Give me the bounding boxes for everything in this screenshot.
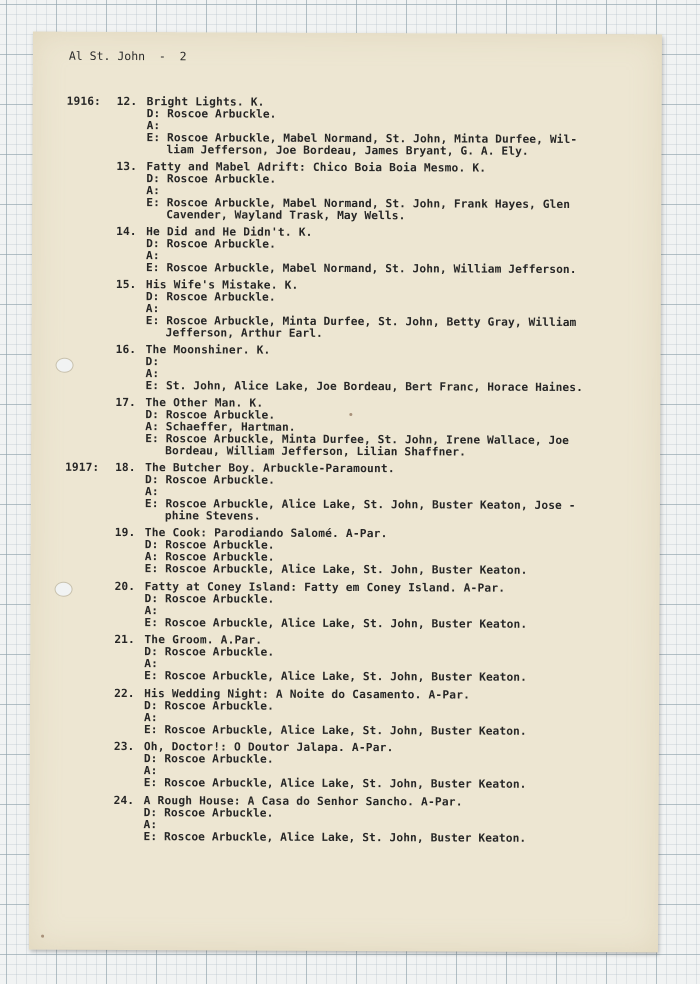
credit-line: D: xyxy=(145,355,160,369)
credit-line: A: xyxy=(145,367,160,381)
film-title: The Cook: Parodiando Salomé. A-Par. xyxy=(144,526,388,541)
film-title: The Butcher Boy. Arbuckle-Paramount. xyxy=(145,461,395,476)
credit-line: Cavender, Wayland Trask, May Wells. xyxy=(166,208,406,223)
film-title: Oh, Doctor!: O Doutor Jalapa. A-Par. xyxy=(143,740,394,755)
credit-line: D: Roscoe Arbuckle. xyxy=(145,473,275,487)
film-title: The Other Man. K. xyxy=(145,396,264,410)
film-title: A Rough House: A Casa do Senhor Sancho. A-Par. xyxy=(143,794,463,809)
entry-number: 15. xyxy=(115,277,137,292)
credit-line: D: Roscoe Arbuckle. xyxy=(146,172,277,186)
credit-line: E: Roscoe Arbuckle, Alice Lake, St. John, Buster Keaton. xyxy=(144,616,528,631)
credit-line: E: Roscoe Arbuckle, Minta Durfee, St. John, Betty Gray, William xyxy=(145,314,577,330)
film-title: His Wedding Night: A Noite do Casamento. A-Par. xyxy=(144,687,471,702)
credit-line: D: Roscoe Arbuckle. xyxy=(143,752,274,766)
credit-line: Jefferson, Arthur Earl. xyxy=(165,326,323,340)
credit-line: E: Roscoe Arbuckle, Mabel Normand, St. John, Minta Durfee, Wil- xyxy=(146,131,578,147)
credit-line: E: Roscoe Arbuckle, Minta Durfee, St. John, Irene Wallace, Joe xyxy=(145,432,570,447)
entry-number: 23. xyxy=(113,739,135,754)
credit-line: E: Roscoe Arbuckle, Alice Lake, St. John, Buster Keaton, Jose - xyxy=(144,497,576,513)
film-title: His Wife's Mistake. K. xyxy=(145,278,299,292)
credit-line: A: xyxy=(143,711,158,725)
credit-line: E: Roscoe Arbuckle, Alice Lake, St. John, Buster Keaton. xyxy=(144,562,528,577)
credit-line: liam Jefferson, Joe Bordeau, James Bryant, G. A. Ely. xyxy=(166,143,529,158)
credit-line: D: Roscoe Arbuckle. xyxy=(143,806,274,820)
credit-line: D: Roscoe Arbuckle. xyxy=(144,645,275,659)
credit-line: A: xyxy=(144,657,158,671)
entry-number: 20. xyxy=(114,579,136,594)
credit-line: D: Roscoe Arbuckle. xyxy=(146,237,276,251)
entry-number: 22. xyxy=(114,686,135,701)
year-label: 1916: xyxy=(66,94,101,108)
credit-line: A: xyxy=(146,119,161,133)
paper-stain xyxy=(349,413,352,416)
credit-line: A: xyxy=(146,184,161,198)
entry-number: 18. xyxy=(115,460,136,475)
credit-line: Bordeau, William Jefferson, Lilian Shaffner. xyxy=(165,444,466,459)
credit-line: A: xyxy=(144,485,159,499)
year-label: 1917: xyxy=(65,460,100,474)
entry-number: 24. xyxy=(113,793,135,808)
credit-line: E: Roscoe Arbuckle, Mabel Normand, St. John, William Jefferson. xyxy=(145,261,577,277)
paper-stain xyxy=(41,935,44,938)
entry-number: 21. xyxy=(114,632,135,647)
credit-line: E: Roscoe Arbuckle, Alice Lake, St. John, Buster Keaton. xyxy=(144,669,528,684)
entry-number: 14. xyxy=(116,224,137,239)
credit-line: E: Roscoe Arbuckle, Mabel Normand, St. John, Frank Hayes, Glen xyxy=(146,196,571,211)
credit-line: A: xyxy=(144,604,159,618)
film-title: He Did and He Didn't. K. xyxy=(146,225,313,239)
film-title: Fatty and Mabel Adrift: Chico Boia Boia Mesmo. K. xyxy=(146,160,487,175)
film-title: Bright Lights. K. xyxy=(146,95,265,109)
punch-hole xyxy=(55,582,73,597)
entry-number: 13. xyxy=(116,159,137,174)
credit-line: E: Roscoe Arbuckle, Alice Lake, St. John, Buster Keaton. xyxy=(143,723,527,738)
credit-line: D: Roscoe Arbuckle. xyxy=(146,107,277,121)
entry-number: 16. xyxy=(115,342,137,357)
credit-line: A: xyxy=(143,818,158,832)
credit-line: D: Roscoe Arbuckle. xyxy=(144,699,274,713)
credit-line: A: xyxy=(143,764,158,778)
credit-line: D: Roscoe Arbuckle. xyxy=(144,592,275,606)
credit-line: phine Stevens. xyxy=(164,509,261,523)
entry-number: 17. xyxy=(115,395,136,410)
film-title: The Moonshiner. K. xyxy=(145,343,271,357)
credit-line: A: xyxy=(146,249,160,263)
credit-line: D: Roscoe Arbuckle. xyxy=(145,408,276,422)
credit-line: E: St. John, Alice Lake, Joe Bordeau, Bert Franc, Horace Haines. xyxy=(145,379,583,395)
entry-number: 19. xyxy=(114,525,136,540)
film-title: Fatty at Coney Island: Fatty em Coney Island. A-Par. xyxy=(144,580,506,595)
credit-line: A: xyxy=(145,302,160,316)
credit-line: D: Roscoe Arbuckle. xyxy=(144,538,275,552)
page-header: Al St. John - 2 xyxy=(68,48,187,64)
credit-line: D: Roscoe Arbuckle. xyxy=(145,290,276,304)
entry-number: 12. xyxy=(116,94,138,109)
punch-hole xyxy=(56,358,74,373)
credit-line: E: Roscoe Arbuckle, Alice Lake, St. John, Buster Keaton. xyxy=(143,830,527,845)
credit-line: A: Roscoe Arbuckle. xyxy=(144,550,275,564)
credit-line: E: Roscoe Arbuckle, Alice Lake, St. John, Buster Keaton. xyxy=(143,776,527,791)
typewritten-page xyxy=(29,32,662,953)
credit-line: A: Schaeffer, Hartman. xyxy=(145,420,296,434)
film-title: The Groom. A.Par. xyxy=(144,633,263,647)
